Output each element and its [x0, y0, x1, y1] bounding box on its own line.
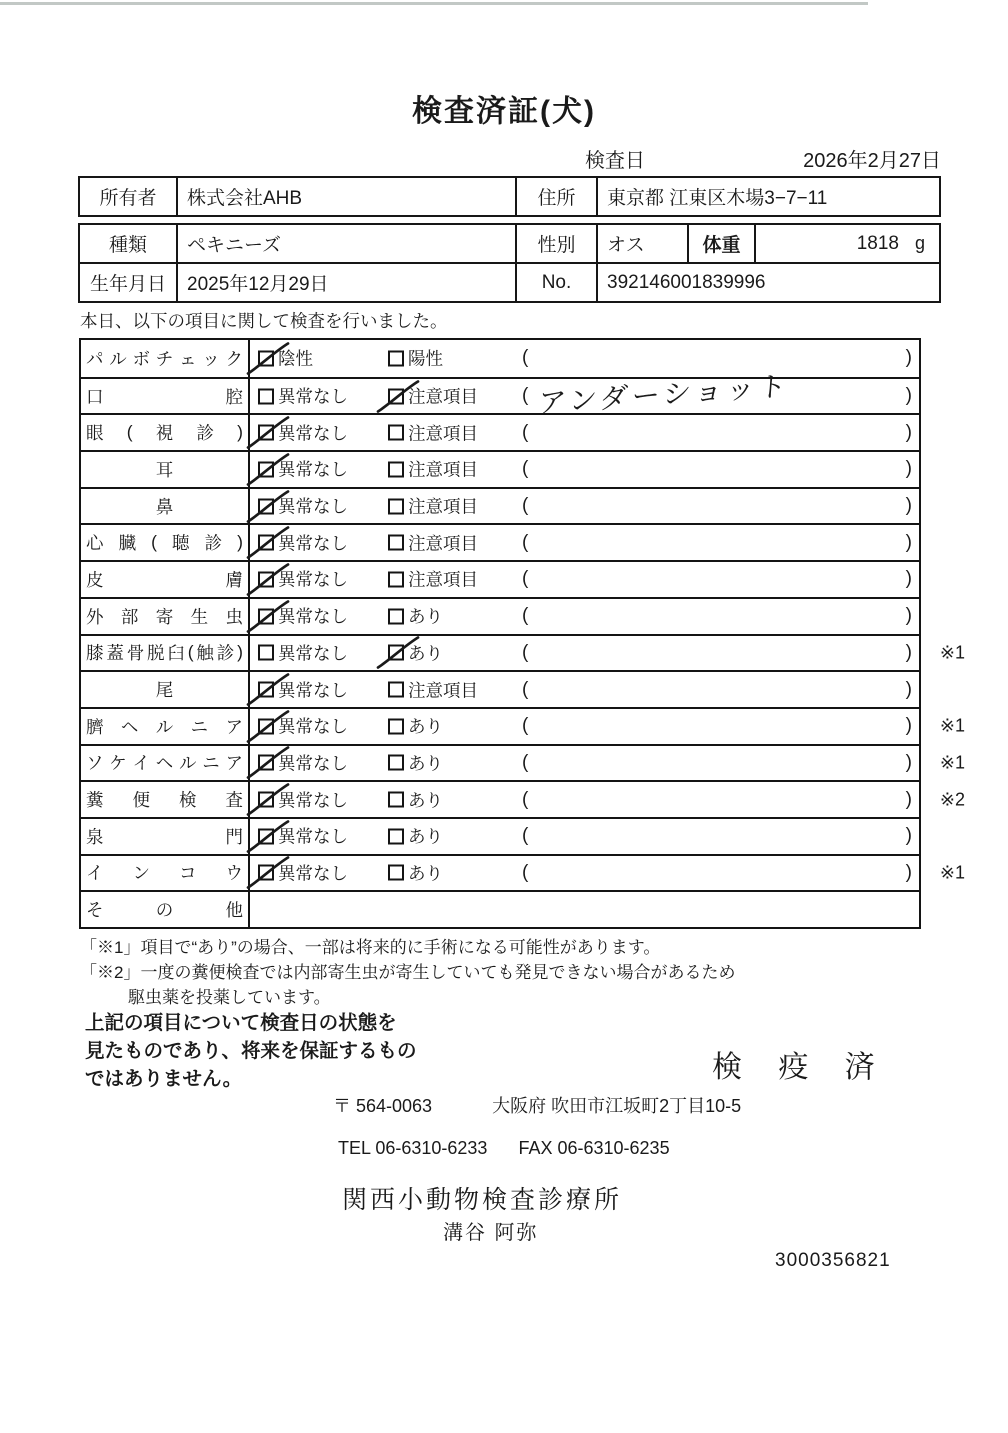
postal-code: 〒 564-0063 — [333, 1096, 433, 1116]
checkbox[interactable] — [258, 425, 274, 441]
check-item-label: 外 部 寄 生 虫 — [81, 599, 250, 634]
exam-date-value: 2026年2月27日 — [803, 150, 941, 172]
paren-open: ( — [522, 421, 529, 443]
check-option-label: 注意項目 — [408, 569, 478, 590]
breed-label: 種類 — [108, 235, 147, 256]
checkbox[interactable] — [388, 388, 404, 404]
checkbox[interactable] — [388, 755, 404, 771]
check-item-options — [250, 709, 965, 744]
check-option-label: 異常なし — [278, 569, 348, 590]
checkbox[interactable] — [258, 608, 274, 624]
paren-close: ) — [905, 458, 912, 480]
check-table-row — [81, 523, 919, 560]
row-footnote-ref: ※2 — [939, 789, 965, 810]
check-table-row — [81, 744, 965, 781]
check-item-options — [250, 636, 965, 671]
weight-label: 体重 — [687, 225, 756, 262]
check-item-label: 糞 便 検 査 — [81, 782, 250, 817]
check-table-row — [81, 670, 919, 707]
checkbox[interactable] — [388, 535, 404, 551]
check-item-options — [250, 892, 919, 927]
clinic-phone-line — [338, 1138, 670, 1159]
paren-close: ) — [905, 788, 912, 810]
check-option-label: 陰性 — [278, 348, 313, 369]
checkbox[interactable] — [388, 828, 404, 844]
check-table-row — [81, 560, 919, 597]
checkbox[interactable] — [258, 755, 274, 771]
check-option-label: 陽性 — [408, 348, 443, 369]
check-table-row — [81, 634, 965, 671]
paren-close: ) — [905, 605, 912, 627]
check-item-label: 尾 — [81, 672, 250, 707]
check-option — [388, 640, 443, 665]
paren-open: ( — [522, 715, 529, 737]
paren-close: ) — [905, 751, 912, 773]
disclaimer-line1: 上記の項目について検査日の状態を — [85, 1012, 397, 1034]
check-item-options — [250, 452, 919, 487]
check-option-label: あり — [408, 643, 443, 664]
check-item-options — [250, 525, 919, 560]
check-option — [258, 860, 348, 885]
checkbox[interactable] — [388, 718, 404, 734]
paren-open: ( — [522, 641, 529, 663]
paren-open: ( — [522, 861, 529, 883]
disclaimer-line2: 見たものであり、将来を保証するもの — [85, 1040, 417, 1062]
paren-open: ( — [522, 495, 529, 517]
veterinarian-name: 溝谷 阿弥 — [443, 1222, 539, 1244]
paren-open: ( — [522, 751, 529, 773]
check-item-options — [250, 340, 919, 377]
sex-value: オス — [596, 225, 687, 262]
check-option-label: 異常なし — [278, 716, 348, 737]
paren-close: ) — [905, 678, 912, 700]
paren-open: ( — [522, 531, 529, 553]
check-table — [79, 338, 965, 929]
quarantine-passed-stamp: 検 疫 済 — [712, 1051, 889, 1084]
check-item-label: 臍 ヘ ル ニ ア — [81, 709, 250, 744]
checkbox[interactable] — [258, 461, 274, 477]
paren-open: ( — [522, 678, 529, 700]
check-option — [388, 494, 478, 519]
check-item-label: 眼 ( 視 診 ) — [81, 415, 250, 450]
check-option — [258, 750, 348, 775]
clinic-postal-line — [333, 1092, 741, 1118]
check-option-label: 注意項目 — [408, 386, 478, 407]
paren-close: ) — [905, 385, 912, 407]
breed-row — [80, 225, 939, 262]
check-item-label: そ の 他 — [81, 892, 250, 927]
checkbox[interactable] — [388, 425, 404, 441]
checkbox[interactable] — [258, 498, 274, 514]
check-item-label: 耳 — [81, 452, 250, 487]
clinic-tel: TEL 06-6310-6233 — [338, 1138, 488, 1158]
check-option — [258, 640, 348, 665]
check-option — [258, 677, 348, 702]
check-table-row — [81, 487, 919, 524]
check-option — [388, 530, 478, 555]
check-option-label: 異常なし — [278, 826, 348, 847]
paren-open: ( — [522, 347, 529, 369]
check-option-label: 異常なし — [278, 459, 348, 480]
paren-open: ( — [522, 788, 529, 810]
no-label: No. — [515, 264, 596, 301]
check-option — [388, 384, 478, 409]
row-footnote-ref: ※1 — [939, 862, 965, 883]
check-table-row — [81, 890, 919, 927]
clinic-name: 関西小動物検査診療所 — [342, 1186, 623, 1214]
check-table-row — [81, 450, 919, 487]
check-option — [258, 346, 313, 371]
check-option — [258, 457, 348, 482]
handwritten-note: アンダーショット — [537, 369, 792, 419]
check-option-label: 注意項目 — [408, 496, 478, 517]
check-option — [388, 860, 443, 885]
check-table-row — [81, 413, 919, 450]
dog-info-table — [78, 223, 941, 303]
address-value: 東京都 江東区木場3−7−11 — [596, 178, 939, 215]
check-option — [388, 567, 478, 592]
check-item-label: イ ン コ ウ — [81, 856, 250, 891]
weight-value-cell — [756, 225, 939, 262]
check-option-label: 注意項目 — [408, 533, 478, 554]
check-table-row — [81, 707, 965, 744]
check-item-options — [250, 369, 919, 419]
checkbox[interactable] — [258, 792, 274, 808]
checkbox[interactable] — [388, 461, 404, 477]
checkbox[interactable] — [258, 350, 274, 366]
check-table-row — [81, 340, 919, 377]
owner-row — [80, 178, 939, 215]
serial-number: 3000356821 — [775, 1250, 891, 1271]
check-table-row — [81, 780, 965, 817]
check-option — [388, 604, 443, 629]
footnote-1: 「※1」項目で“あり”の場合、一部は将来的に手術になる可能性があります。 — [80, 938, 661, 957]
check-option — [388, 787, 443, 812]
no-value: 392146001839996 — [596, 264, 939, 301]
row-footnote-ref: ※1 — [939, 715, 965, 736]
paren-close: ) — [905, 568, 912, 590]
owner-table — [78, 176, 941, 217]
check-item-options — [250, 672, 919, 707]
checkbox[interactable] — [388, 645, 404, 661]
checkbox[interactable] — [258, 388, 274, 404]
clinic-fax: FAX 06-6310-6235 — [518, 1138, 670, 1158]
check-option — [388, 346, 443, 371]
check-option-label: 異常なし — [278, 680, 348, 701]
disclaimer-text — [85, 1009, 417, 1093]
check-item-options — [250, 562, 919, 597]
check-item-options — [250, 599, 919, 634]
check-table-row — [81, 369, 919, 419]
checkbox[interactable] — [388, 498, 404, 514]
check-option — [258, 420, 348, 445]
paren-open: ( — [522, 568, 529, 590]
checkbox[interactable] — [388, 865, 404, 881]
intro-text: 本日、以下の項目に関して検査を行いました。 — [80, 311, 448, 331]
owner-value: 株式会社AHB — [176, 178, 515, 215]
check-item-label: ソ ケ イ ヘ ル ニ ア — [81, 746, 250, 781]
breed-value: ペキニーズ — [176, 225, 515, 262]
check-item-options — [250, 856, 965, 891]
paren-close: ) — [905, 715, 912, 737]
checkbox[interactable] — [388, 792, 404, 808]
checkbox[interactable] — [388, 608, 404, 624]
footnote-2-line1: 「※2」一度の糞便検査では内部寄生虫が寄生していても発見できない場合があるため — [80, 963, 736, 982]
check-option — [388, 457, 478, 482]
check-option-label: 異常なし — [278, 753, 348, 774]
checkbox[interactable] — [388, 350, 404, 366]
check-option — [388, 677, 478, 702]
paren-close: ) — [905, 421, 912, 443]
check-item-label: 心 臓 ( 聴 診 ) — [81, 525, 250, 560]
check-option — [258, 530, 348, 555]
paren-close: ) — [905, 347, 912, 369]
check-option-label: あり — [408, 716, 443, 737]
check-option-label: あり — [408, 826, 443, 847]
check-option — [258, 714, 348, 739]
check-option-label: 異常なし — [278, 606, 348, 627]
check-option — [258, 824, 348, 849]
check-option — [258, 787, 348, 812]
check-option-label: あり — [408, 790, 443, 811]
check-item-options — [250, 819, 919, 854]
checkbox[interactable] — [258, 865, 274, 881]
check-option — [388, 420, 478, 445]
check-option-label: 注意項目 — [408, 459, 478, 480]
check-option — [258, 567, 348, 592]
check-option — [258, 384, 348, 409]
paren-open: ( — [522, 385, 529, 407]
paren-open: ( — [522, 825, 529, 847]
check-option-label: あり — [408, 753, 443, 774]
check-item-label: 膝 蓋 骨 脱 臼 ( 触 診 ) — [81, 636, 250, 671]
check-option-label: 注意項目 — [408, 423, 478, 444]
check-option-label: 異常なし — [278, 643, 348, 664]
check-option-label: 異常なし — [278, 386, 348, 407]
paren-close: ) — [905, 531, 912, 553]
check-item-label: 口 腔 — [81, 379, 250, 414]
check-table-row — [81, 854, 965, 891]
weight-value: 1818 — [856, 232, 899, 254]
check-option-label: 異常なし — [278, 790, 348, 811]
check-option-label: 注意項目 — [408, 680, 478, 701]
check-table-body — [81, 340, 965, 927]
check-item-label: 泉 門 — [81, 819, 250, 854]
check-table-row — [81, 597, 919, 634]
footnote-2-line2: 駆虫薬を投薬しています。 — [128, 988, 331, 1007]
checkbox[interactable] — [388, 571, 404, 587]
checkbox[interactable] — [258, 828, 274, 844]
check-option-label: あり — [408, 863, 443, 884]
disclaimer-line3: ではありません。 — [85, 1068, 243, 1090]
checkbox[interactable] — [258, 571, 274, 587]
sex-label: 性別 — [515, 225, 596, 262]
checkbox[interactable] — [258, 718, 274, 734]
check-option — [258, 494, 348, 519]
check-item-label: 皮 膚 — [81, 562, 250, 597]
birth-row — [80, 262, 939, 301]
check-option-label: あり — [408, 606, 443, 627]
clinic-address: 大阪府 吹田市江坂町2丁目10-5 — [492, 1096, 742, 1116]
birth-label: 生年月日 — [89, 274, 166, 295]
check-option — [388, 824, 443, 849]
check-table-row — [81, 817, 919, 854]
check-option-label: 異常なし — [278, 423, 348, 444]
check-item-label: パ ル ボ チ ェ ッ ク — [81, 340, 250, 377]
paren-open: ( — [522, 458, 529, 480]
paren-open: ( — [522, 605, 529, 627]
address-label: 住所 — [515, 178, 596, 215]
check-item-options — [250, 489, 919, 524]
check-option-label: 異常なし — [278, 496, 348, 517]
scan-artifact-line — [0, 2, 868, 5]
checkbox[interactable] — [258, 645, 274, 661]
check-item-options — [250, 415, 919, 450]
exam-date-label: 検査日 — [585, 150, 645, 172]
check-option-label: 異常なし — [278, 863, 348, 884]
row-footnote-ref: ※1 — [939, 642, 965, 663]
paren-close: ) — [905, 641, 912, 663]
check-option — [258, 604, 348, 629]
weight-unit: g — [914, 233, 925, 253]
check-item-options — [250, 746, 965, 781]
checkbox[interactable] — [258, 535, 274, 551]
page-title: 検査済証(犬) — [412, 95, 596, 128]
owner-label: 所有者 — [99, 188, 157, 209]
check-option — [388, 750, 443, 775]
check-item-options — [250, 782, 965, 817]
checkbox[interactable] — [258, 682, 274, 698]
birth-value: 2025年12月29日 — [176, 264, 515, 301]
row-footnote-ref: ※1 — [939, 752, 965, 773]
check-option — [388, 714, 443, 739]
check-item-label: 鼻 — [81, 489, 250, 524]
paren-close: ) — [905, 825, 912, 847]
paren-close: ) — [905, 495, 912, 517]
check-option-label: 異常なし — [278, 533, 348, 554]
paren-close: ) — [905, 861, 912, 883]
checkbox[interactable] — [388, 682, 404, 698]
